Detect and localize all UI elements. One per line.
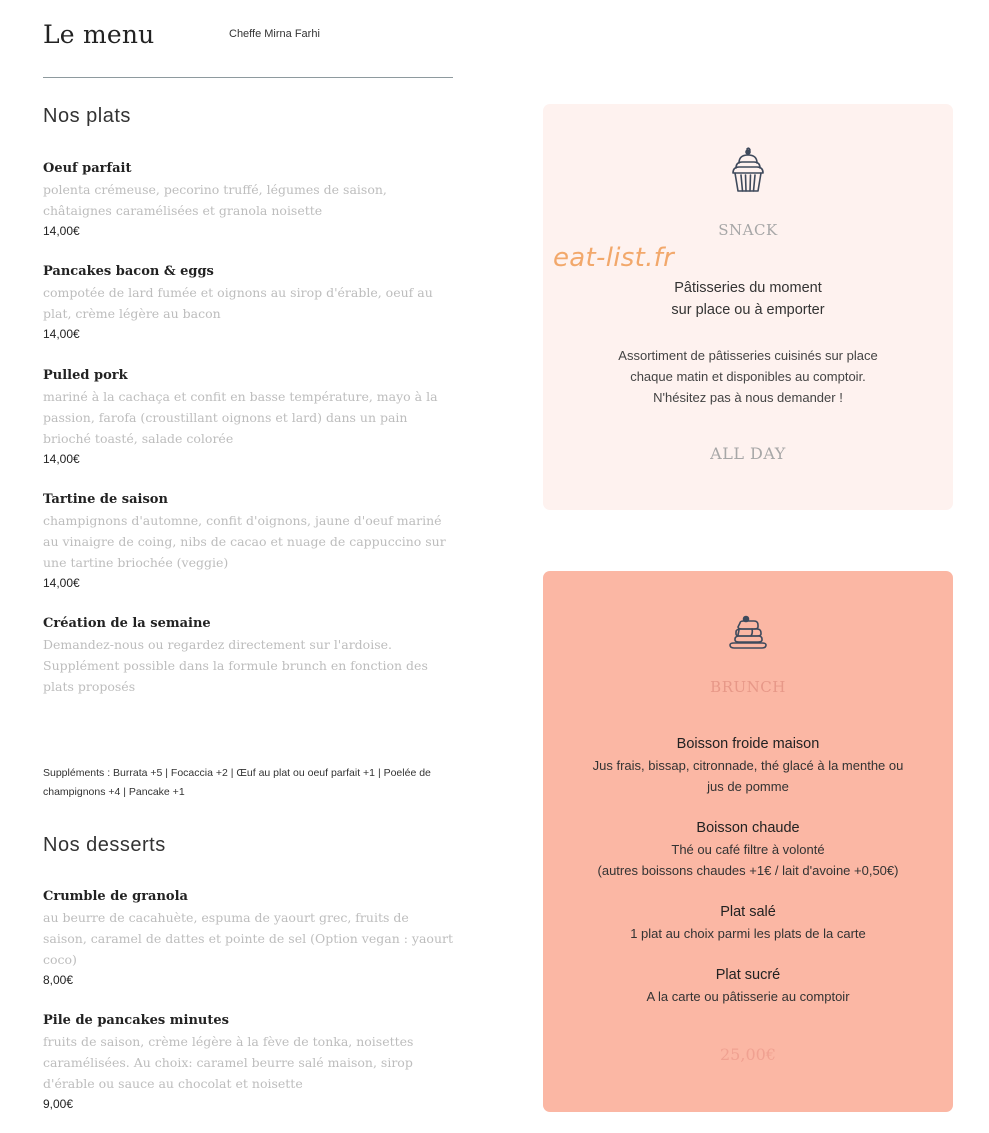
- dish-item: [43, 159, 455, 241]
- snack-heading: SNACK: [718, 221, 778, 239]
- brunch-item-desc: A la carte ou pâtisserie au comptoir: [646, 989, 850, 1004]
- pancakes-icon: [728, 615, 768, 651]
- dish-name: Pile de pancakes minutes: [43, 1013, 229, 1028]
- brunch-item: [543, 901, 953, 944]
- snack-availability: ALL DAY: [710, 444, 786, 463]
- dish-name: Création de la semaine: [43, 616, 211, 631]
- dish-description: compotée de lard fumée et oignons au sirop d'érable, oeuf au plat, crème légère au bacon: [43, 285, 433, 321]
- dish-description: fruits de saison, crème légère à la fève de tonka, noisettes caramélisées. Au choix: caramel beurre salé maison, sirop d'érable ou sauce au chocolat et noisette: [43, 1034, 414, 1091]
- snack-subtitle-line: Pâtisseries du moment: [674, 280, 822, 296]
- brunch-item: [543, 964, 953, 1007]
- brunch-item-desc: (autres boissons chaudes +1€ / lait d'avoine +0,50€): [597, 863, 899, 878]
- snack-card: [543, 104, 953, 510]
- snack-subtitle: [543, 277, 953, 321]
- dish-name: Tartine de saison: [43, 492, 168, 507]
- snack-description-line: N'hésitez pas à nous demander !: [653, 390, 843, 405]
- dish-item: [43, 490, 455, 593]
- brunch-price: 25,00€: [720, 1045, 776, 1064]
- dish-item: [43, 262, 455, 344]
- brunch-item-title: Plat salé: [720, 904, 776, 920]
- dish-item: [43, 1011, 455, 1114]
- dish-item: [43, 366, 455, 469]
- brunch-item-desc: 1 plat au choix parmi les plats de la carte: [630, 926, 866, 941]
- cupcake-icon: [728, 146, 768, 194]
- dish-price: 9,00€: [43, 1097, 74, 1111]
- chef-name: Cheffe Mirna Farhi: [229, 28, 320, 40]
- brunch-card: [543, 571, 953, 1112]
- dish-name: Pulled pork: [43, 368, 128, 383]
- dish-description: Demandez-nous ou regardez directement sur l'ardoise. Supplément possible dans la formule brunch en fonction des plats proposés: [43, 637, 428, 694]
- dish-price: 8,00€: [43, 973, 74, 987]
- dish-description: au beurre de cacahuète, espuma de yaourt grec, fruits de saison, caramel de dattes et pointe de sel (Option vegan : yaourt coco): [43, 910, 453, 967]
- dish-name: Crumble de granola: [43, 889, 188, 904]
- dish-price: 14,00€: [43, 224, 80, 238]
- snack-subtitle-line: sur place ou à emporter: [671, 302, 825, 318]
- section-title-plats: Nos plats: [43, 105, 131, 127]
- brunch-heading: BRUNCH: [710, 678, 786, 696]
- brunch-item: [543, 817, 953, 881]
- page-title: Le menu: [43, 20, 155, 49]
- snack-description: [543, 345, 953, 408]
- dish-description: polenta crémeuse, pecorino truffé, légumes de saison, châtaignes caramélisées et granola noisette: [43, 182, 387, 218]
- dish-description: champignons d'automne, confit d'oignons, jaune d'oeuf mariné au vinaigre de coing, nibs de cacao et nuage de cappuccino sur une tartine briochée (veggie): [43, 513, 446, 570]
- dish-item: [43, 887, 455, 990]
- dish-name: Pancakes bacon & eggs: [43, 264, 214, 279]
- snack-description-line: Assortiment de pâtisseries cuisinés sur place: [618, 348, 878, 363]
- header-divider: [43, 77, 453, 78]
- dish-price: 14,00€: [43, 452, 80, 466]
- brunch-item-title: Boisson froide maison: [676, 736, 820, 752]
- brunch-item-title: Plat sucré: [715, 967, 781, 983]
- dish-description: mariné à la cachaça et confit en basse température, mayo à la passion, farofa (croustillant oignons et lard) dans un pain brioché toasté, salade colorée: [43, 389, 438, 446]
- brunch-item-title: Boisson chaude: [696, 820, 800, 836]
- brunch-item-desc: jus de pomme: [707, 779, 789, 794]
- section-title-desserts: Nos desserts: [43, 834, 166, 856]
- brunch-item-desc: Thé ou café filtre à volonté: [671, 842, 825, 857]
- brunch-item-desc: Jus frais, bissap, citronnade, thé glacé à la menthe ou: [592, 758, 904, 773]
- dish-price: 14,00€: [43, 576, 80, 590]
- dish-price: 14,00€: [43, 327, 80, 341]
- supplements-note: Suppléments : Burrata +5 | Focaccia +2 | Œuf au plat ou oeuf parfait +1 | Poelée de champignons +4 | Pancake +1: [43, 767, 431, 798]
- watermark: eat-list.fr: [553, 243, 675, 273]
- snack-description-line: chaque matin et disponibles au comptoir.: [630, 369, 866, 384]
- dish-item: [43, 614, 455, 697]
- dish-name: Oeuf parfait: [43, 161, 132, 176]
- brunch-item: [543, 733, 953, 797]
